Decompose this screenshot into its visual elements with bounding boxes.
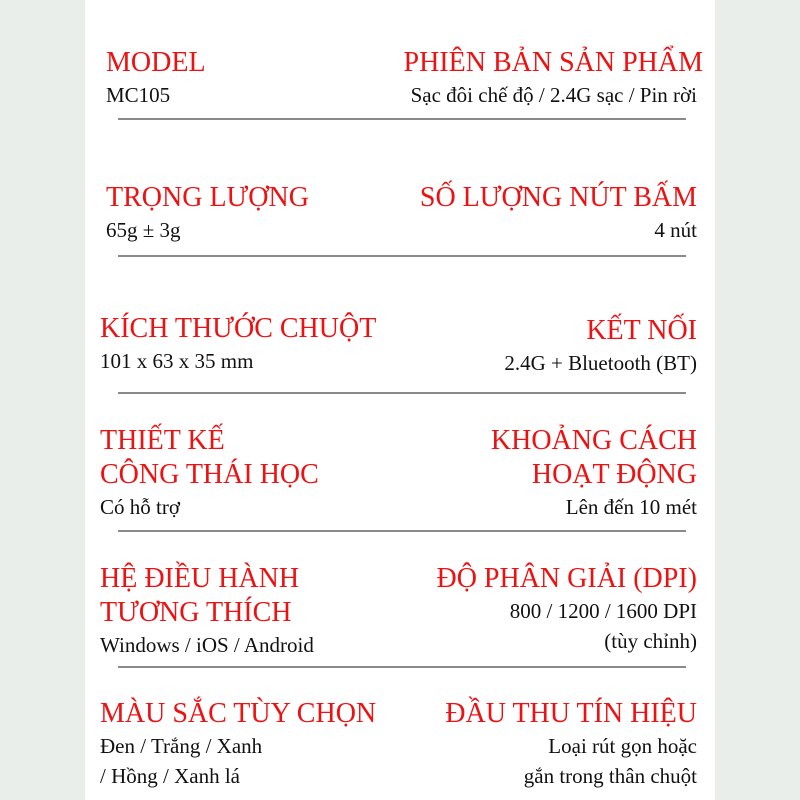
spec-title: TƯƠNG THÍCH — [100, 597, 292, 628]
spec-value: MC105 — [106, 83, 171, 107]
divider — [118, 118, 686, 120]
spec-value: Windows / iOS / Android — [100, 633, 314, 657]
spec-title: HỆ ĐIỀU HÀNH — [100, 563, 300, 594]
spec-range — [491, 424, 697, 522]
spec-panel — [85, 0, 715, 800]
divider — [118, 392, 686, 394]
divider — [118, 255, 686, 257]
spec-value: gắn trong thân chuột — [523, 764, 697, 788]
spec-title: ĐỘ PHÂN GIẢI (DPI) — [436, 563, 697, 594]
spec-title: ĐẦU THU TÍN HIỆU — [445, 698, 697, 729]
spec-title: MODEL — [106, 47, 206, 78]
spec-title: SỐ LƯỢNG NÚT BẤM — [419, 182, 697, 213]
spec-button-count — [420, 181, 697, 245]
spec-value: Loại rút gọn hoặc — [548, 734, 697, 758]
spec-dpi — [436, 562, 697, 656]
spec-product-version — [404, 46, 703, 110]
spec-weight — [106, 181, 309, 245]
spec-model — [106, 46, 206, 110]
spec-title: KẾT NỐI — [586, 315, 697, 346]
spec-value: Đen / Trắng / Xanh — [100, 734, 263, 758]
spec-value: Sạc đôi chế độ / 2.4G sạc / Pin rời — [410, 83, 697, 107]
spec-value: 65g ± 3g — [106, 218, 181, 242]
spec-title: MÀU SẮC TÙY CHỌN — [100, 698, 377, 729]
spec-value: Lên đến 10 mét — [565, 495, 697, 519]
spec-title: KÍCH THƯỚC CHUỘT — [100, 313, 377, 344]
spec-value: 4 nút — [654, 218, 697, 242]
divider — [118, 530, 686, 532]
spec-dimensions — [100, 312, 376, 376]
spec-value: 800 / 1200 / 1600 DPI — [509, 599, 697, 623]
spec-value: 101 x 63 x 35 mm — [100, 349, 254, 373]
spec-title: TRỌNG LƯỢNG — [106, 182, 309, 213]
spec-receiver — [445, 697, 697, 791]
spec-title: HOẠT ĐỘNG — [531, 459, 697, 490]
spec-title: THIẾT KẾ — [100, 425, 225, 456]
spec-colors — [100, 697, 376, 791]
divider — [118, 666, 686, 668]
spec-title: PHIÊN BẢN SẢN PHẨM — [403, 47, 703, 78]
spec-ergonomic — [100, 424, 319, 522]
spec-value: (tùy chỉnh) — [604, 629, 697, 653]
spec-title: CÔNG THÁI HỌC — [100, 459, 319, 490]
spec-value: / Hồng / Xanh lá — [100, 764, 240, 788]
spec-connection — [504, 314, 697, 378]
spec-title: KHOẢNG CÁCH — [490, 425, 697, 456]
spec-os-compat — [100, 562, 314, 660]
spec-value: 2.4G + Bluetooth (BT) — [504, 351, 697, 375]
spec-value: Có hỗ trợ — [100, 495, 180, 519]
